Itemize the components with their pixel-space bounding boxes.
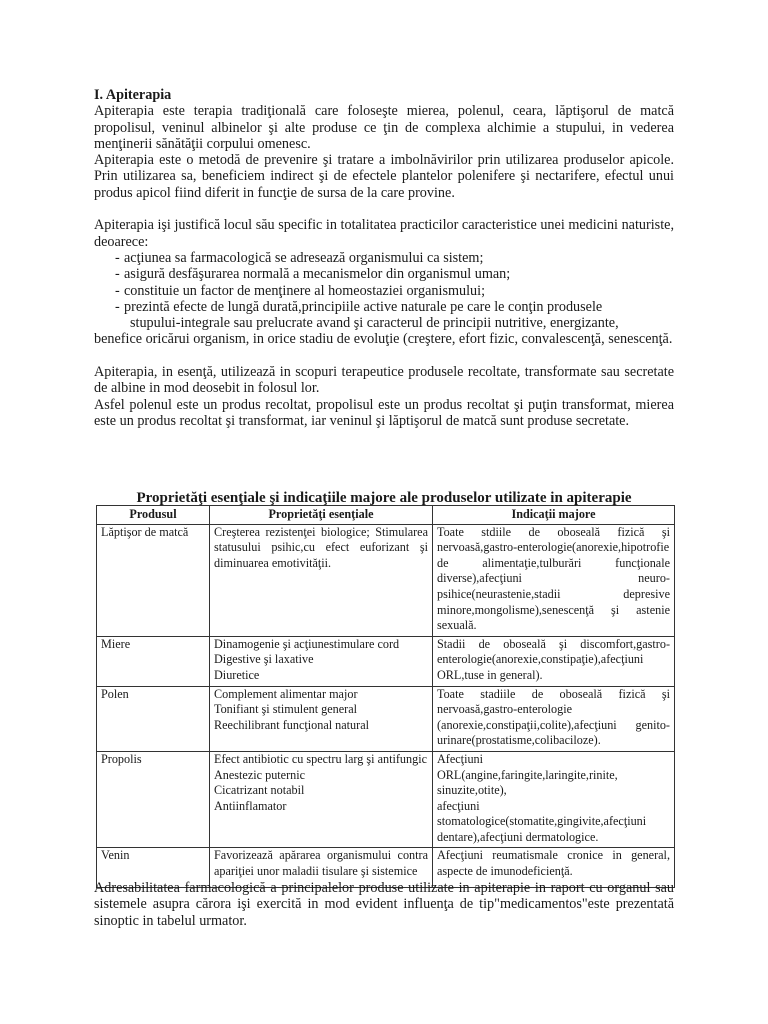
- product-cell: Miere: [97, 636, 210, 686]
- properties-cell: [210, 636, 433, 686]
- table-row: [97, 636, 675, 686]
- indications-cell: Afecţiuni reumatismale cronice in general, aspecte de imunodeficienţă.: [433, 848, 675, 888]
- properties-cell: Favorizează apărarea organismului contra apariţiei unor maladii tisulare şi sistemice: [210, 848, 433, 888]
- property-line: Anestezic puternic: [214, 767, 306, 782]
- product-cell: Propolis: [97, 751, 210, 848]
- table-row: [97, 751, 675, 848]
- paragraph-spacer: [94, 348, 674, 364]
- property-line: Complement alimentar major: [214, 686, 358, 701]
- indications-cell: [433, 751, 675, 848]
- paragraph-essence: Apiterapia, in esenţă, utilizează in scopuri terapeutice produsele recoltate, transformate sau secretate de albine in mod deosebit in folosul lor.: [94, 364, 674, 397]
- table-title: Proprietăţi esenţiale şi indicaţiile majore ale produselor utilizate in apiterapie: [136, 490, 632, 506]
- paragraph-products: Asfel polenul este un produs recoltat, propolisul este un produs recoltat şi puţin transformat, mierea este un produs recoltat şi transformat, iar veninul şi lăptişorul de matcă sunt produse secretate.: [94, 396, 674, 429]
- closing-paragraph-block: [94, 880, 674, 929]
- product-cell: Polen: [97, 686, 210, 751]
- product-cell: Venin: [97, 848, 210, 888]
- table-row: [97, 686, 675, 751]
- paragraph-justification: Apiterapia işi justifică locul său specific in totalitatea practicilor caracteristice unei medicini naturiste, deoarece:: [94, 217, 674, 250]
- product-cell: Lăptişor de matcă: [97, 524, 210, 636]
- property-line: Cicatrizant notabil: [214, 783, 305, 798]
- list-item-line: - prezintă efecte de lungă durată,principiile active naturale pe care le conţin produsele: [124, 298, 603, 315]
- benefits-list: [94, 250, 674, 348]
- paragraph-closing: Adresabilitatea farmacologică a principalelor produse utilizate in apiterapie in raport cu organul sau sistemele asupra cărora işi exercită in mod evident influenţa de tip"medicamentos"este prezentată sinoptic in tabelul urmator.: [94, 880, 674, 929]
- list-item: - asigură desfăşurarea normală a mecanismelor din organismul uman;: [94, 266, 674, 282]
- document-body: [94, 87, 674, 429]
- property-line: Digestive şi laxative: [214, 652, 314, 667]
- table-header-row: [97, 506, 675, 525]
- column-header-properties: Proprietăţi esenţiale: [210, 506, 433, 525]
- paragraph-method: Apiterapia este o metodă de prevenire şi tratare a imbolnăvirilor prin utilizarea produselor apicole. Prin utilizarea sa, beneficiem indirect şi de efectele plantelor polenifere şi nectarifere, efectul unui produs apicol fiind diferit in funcţie de sursa de la care provine.: [94, 152, 674, 201]
- indications-cell: Toate stdiile de oboseală fizică şi nervoasă,gastro-enterologie(anorexie,hipotrofie de alimentaţie,tulburări funcţionale diverse),afecţiuni neuro-psihice(neurastenie,stadii depresive minore,mongolisme),senescenţă şi astenie sexuală.: [433, 524, 675, 636]
- indication-line: stomatologice(stomatite,gingivite,afecţiuni dentare),afecţiuni dermatologice.: [437, 814, 647, 844]
- properties-cell: [210, 686, 433, 751]
- property-line: Reechilibrant funcţional natural: [214, 717, 369, 732]
- indication-line: ORL(angine,faringite,laringite,rinite, sinuzite,otite),: [437, 767, 618, 798]
- properties-cell: [210, 751, 433, 848]
- column-header-product: Produsul: [97, 506, 210, 525]
- section-heading: I. Apiterapia: [94, 87, 172, 103]
- properties-table: [96, 505, 675, 888]
- column-header-indications: Indicaţii majore: [433, 506, 675, 525]
- property-line: Efect antibiotic cu spectru larg şi antifungic: [214, 751, 427, 766]
- property-line: Antiinflamator: [214, 798, 287, 813]
- property-line: Dinamogenie şi acţiunestimulare cord: [214, 636, 400, 651]
- indication-line: afecţiuni: [437, 798, 480, 813]
- properties-cell: Creşterea rezistenţei biologice; Stimularea statusului psihic,cu efect euforizant şi diminuarea emotivităţii.: [210, 524, 433, 636]
- indications-cell: Toate stadiile de oboseală fizică şi nervoasă,gastro-enterologie (anorexie,constipaţii,colite),afecţiuni genito-urinare(prostatisme,colibaciloze).: [433, 686, 675, 751]
- property-line: Diuretice: [214, 667, 260, 682]
- list-item-line: stupului-integrale sau prelucrate avand şi caracterul de principii nutritive, energizante,: [130, 315, 619, 332]
- paragraph-definition: Apiterapia este terapia tradiţională care foloseşte mierea, polenul, ceara, lăptişorul de matcă propolisul, veninul albinelor şi alte produse ce ţin de complexa alchimie a stupului, in vederea menţinerii sănătăţii corpului omenesc.: [94, 103, 674, 152]
- table-row: [97, 524, 675, 636]
- list-item: - constituie un factor de menţinere al homeostaziei organismului;: [94, 283, 674, 299]
- indication-line: Afecţiuni: [437, 751, 484, 766]
- list-item: - acţiunea sa farmacologică se adresează organismului ca sistem;: [94, 250, 674, 266]
- list-item: [94, 299, 674, 348]
- list-item-line: benefice oricărui organism, in orice stadiu de evoluţie (creştere, efort fizic, convalescenţă, senescenţă.: [94, 331, 673, 348]
- indications-cell: Stadii de oboseală şi discomfort,gastro-enterologie(anorexie,constipaţie),afecţiuni ORL,tuse in general).: [433, 636, 675, 686]
- property-line: Tonifiant şi stimulent general: [214, 702, 357, 717]
- paragraph-spacer: [94, 201, 674, 217]
